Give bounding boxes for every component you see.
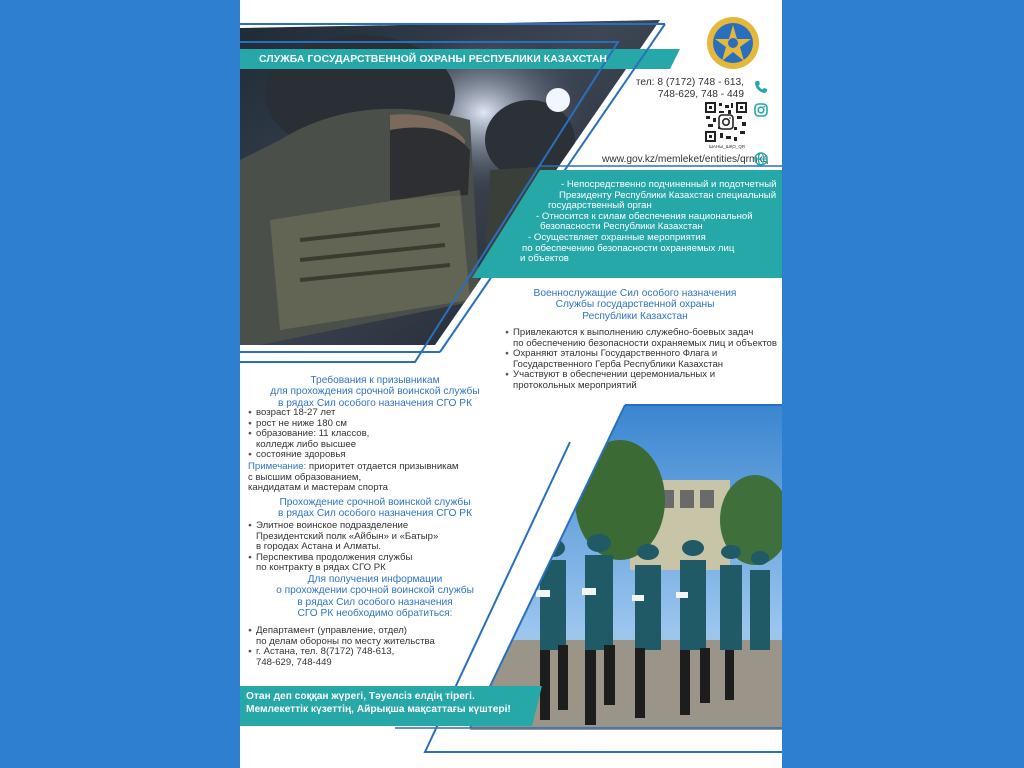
phone-numbers [594,77,744,100]
about-line: - Осуществляет охранные мероприятия [528,231,706,243]
list-item: ● возраст 18-27 лет [248,408,498,419]
list-item: ● состояние здоровья [248,450,498,461]
phone-icon[interactable] [754,80,768,94]
list-item: ● рост не ниже 180 см [248,419,498,430]
list-item: ● Привлекаются к выполнению служебно-боевых задач по обеспечению безопасности охраняемых лиц и объектов [505,328,780,349]
service-heading: Прохождение срочной воинской службы в рядах Сил особого назначения СГО РК [277,497,473,520]
website-link[interactable]: www.gov.kz/memleket/entities/qrmkq [602,154,769,165]
special-forces-list [505,328,780,391]
emblem-icon [705,15,761,71]
note-label: Примечание: [248,461,307,472]
about-line: безопасности Республики Казахстан [540,221,703,233]
phone-line: тел: 8 (7172) 748 - 613, [635,77,744,88]
list-item: ● Элитное воинское подразделение Президентский полк «Айбын» и «Батыр» в городах Астана и Алматы. [248,521,498,553]
info-heading: Для получения информации о прохождении срочной воинской службы в рядах Сил особого назначения СГО РК необходимо обратиться: [276,574,474,619]
about-line: и объектов [520,253,569,265]
info-list [248,626,498,668]
about-line: - Относится к силам обеспечения национальной [536,210,753,222]
requirements-note: Примечание: приоритет отдается призывникам с высшим образованием, кандидатам и мастерам спорта [248,461,459,493]
list-item: ● г. Астана, тел. 8(7172) 748-613, 748-629, 748-449 [248,647,498,668]
requirements-heading: Требования к призывникам для прохождения срочной воинской службы в рядах Сил особого назначения СГО РК [270,375,480,409]
instagram-icon[interactable] [754,103,768,117]
list-item: ● Департамент (управление, отдел) по делам обороны по месту жительства [248,626,498,647]
phone-line: 748-629, 748 - 449 [657,88,744,100]
qr-code[interactable] [704,101,748,143]
about-line: - Непосредственно подчиненный и подотчетный [561,179,777,190]
about-block [518,180,780,265]
list-item: ● Перспектива продолжения службы по контракту в рядах СГО РК [248,553,498,574]
service-list [248,521,498,574]
qr-caption: ШАНЫ_ШҚО_QR [708,144,746,149]
requirements-list [248,408,498,461]
about-line: государственный орган [548,200,652,212]
list-item: ● Участвуют в обеспечении церемониальных и протокольных мероприятий [505,370,780,391]
about-line: Президенту Республики Казахстан специальный [559,189,777,201]
special-forces-heading: Военнослужащие Сил особого назначения Службы государственной охраны Республики Казахстан [533,288,737,322]
recruitment-poster [240,0,782,768]
list-item: ● Охраняют эталоны Государственного Флага и Государственного Герба Республики Казахстан [505,349,780,370]
globe-icon[interactable] [754,152,768,166]
slogan: Отан деп соққан жүрегі, Тәуелсіз елдің тірегі. Мемлекеттік күзеттің, Айрықша мақсаттағы күштері! [246,691,511,715]
list-item: ● образование: 11 классов, колледж либо высшее [248,429,498,450]
page-title: СЛУЖБА ГОСУДАРСТВЕННОЙ ОХРАНЫ РЕСПУБЛИКИ КАЗАХСТАН [259,54,608,65]
parade-photo [470,405,782,730]
about-line: по обеспечению безопасности охраняемых лиц [522,242,735,254]
